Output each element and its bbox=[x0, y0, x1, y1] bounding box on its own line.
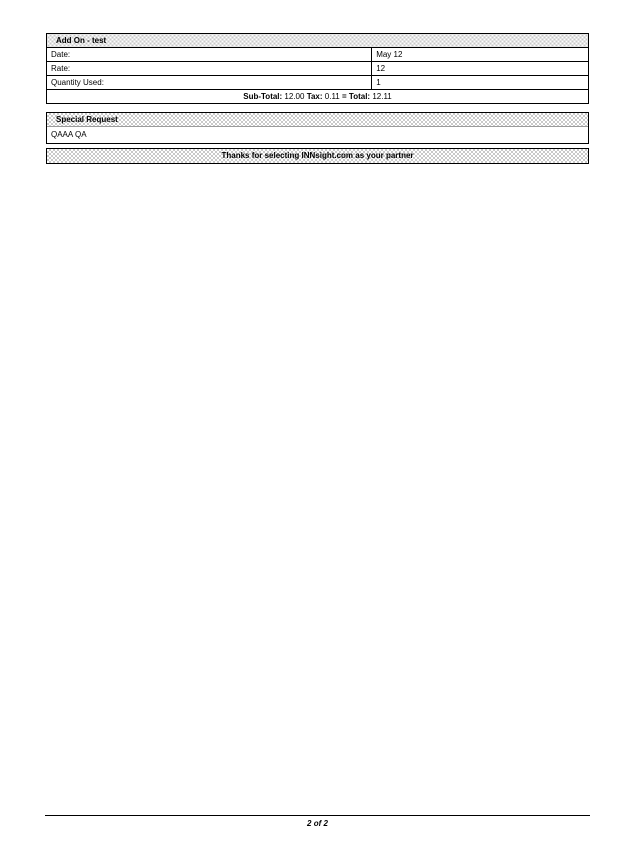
special-request-content: QAAA QA bbox=[47, 127, 588, 143]
totals-line bbox=[47, 90, 589, 104]
thanks-banner-section bbox=[46, 148, 589, 164]
table-row bbox=[47, 76, 589, 90]
thanks-banner: Thanks for selecting INNsight.com as your partner bbox=[46, 148, 589, 164]
addon-header-row bbox=[47, 34, 589, 48]
addon-section-title: Add On - test bbox=[47, 34, 589, 48]
addon-section bbox=[46, 33, 589, 104]
table-row bbox=[47, 62, 589, 76]
special-request-section bbox=[46, 112, 589, 144]
total-value: 12.11 bbox=[372, 92, 392, 101]
tax-value: 0.11 bbox=[324, 92, 340, 101]
equals-sign: = bbox=[342, 92, 347, 101]
quantity-used-value: 1 bbox=[372, 76, 589, 90]
subtotal-label: Sub-Total: bbox=[243, 92, 283, 101]
total-label: Total: bbox=[348, 92, 371, 101]
tax-label: Tax: bbox=[306, 92, 323, 101]
footer-divider bbox=[45, 815, 590, 816]
table-row bbox=[47, 48, 589, 62]
rate-value: 12 bbox=[372, 62, 589, 76]
addon-table bbox=[46, 33, 589, 104]
rate-label: Rate: bbox=[47, 62, 372, 76]
page-number: 2 of 2 bbox=[307, 819, 328, 828]
date-value: May 12 bbox=[372, 48, 589, 62]
date-label: Date: bbox=[47, 48, 372, 62]
quantity-used-label: Quantity Used: bbox=[47, 76, 372, 90]
subtotal-value: 12.00 bbox=[284, 92, 305, 101]
special-request-box bbox=[46, 112, 589, 144]
special-request-title: Special Request bbox=[47, 113, 588, 127]
totals-row bbox=[47, 90, 589, 104]
